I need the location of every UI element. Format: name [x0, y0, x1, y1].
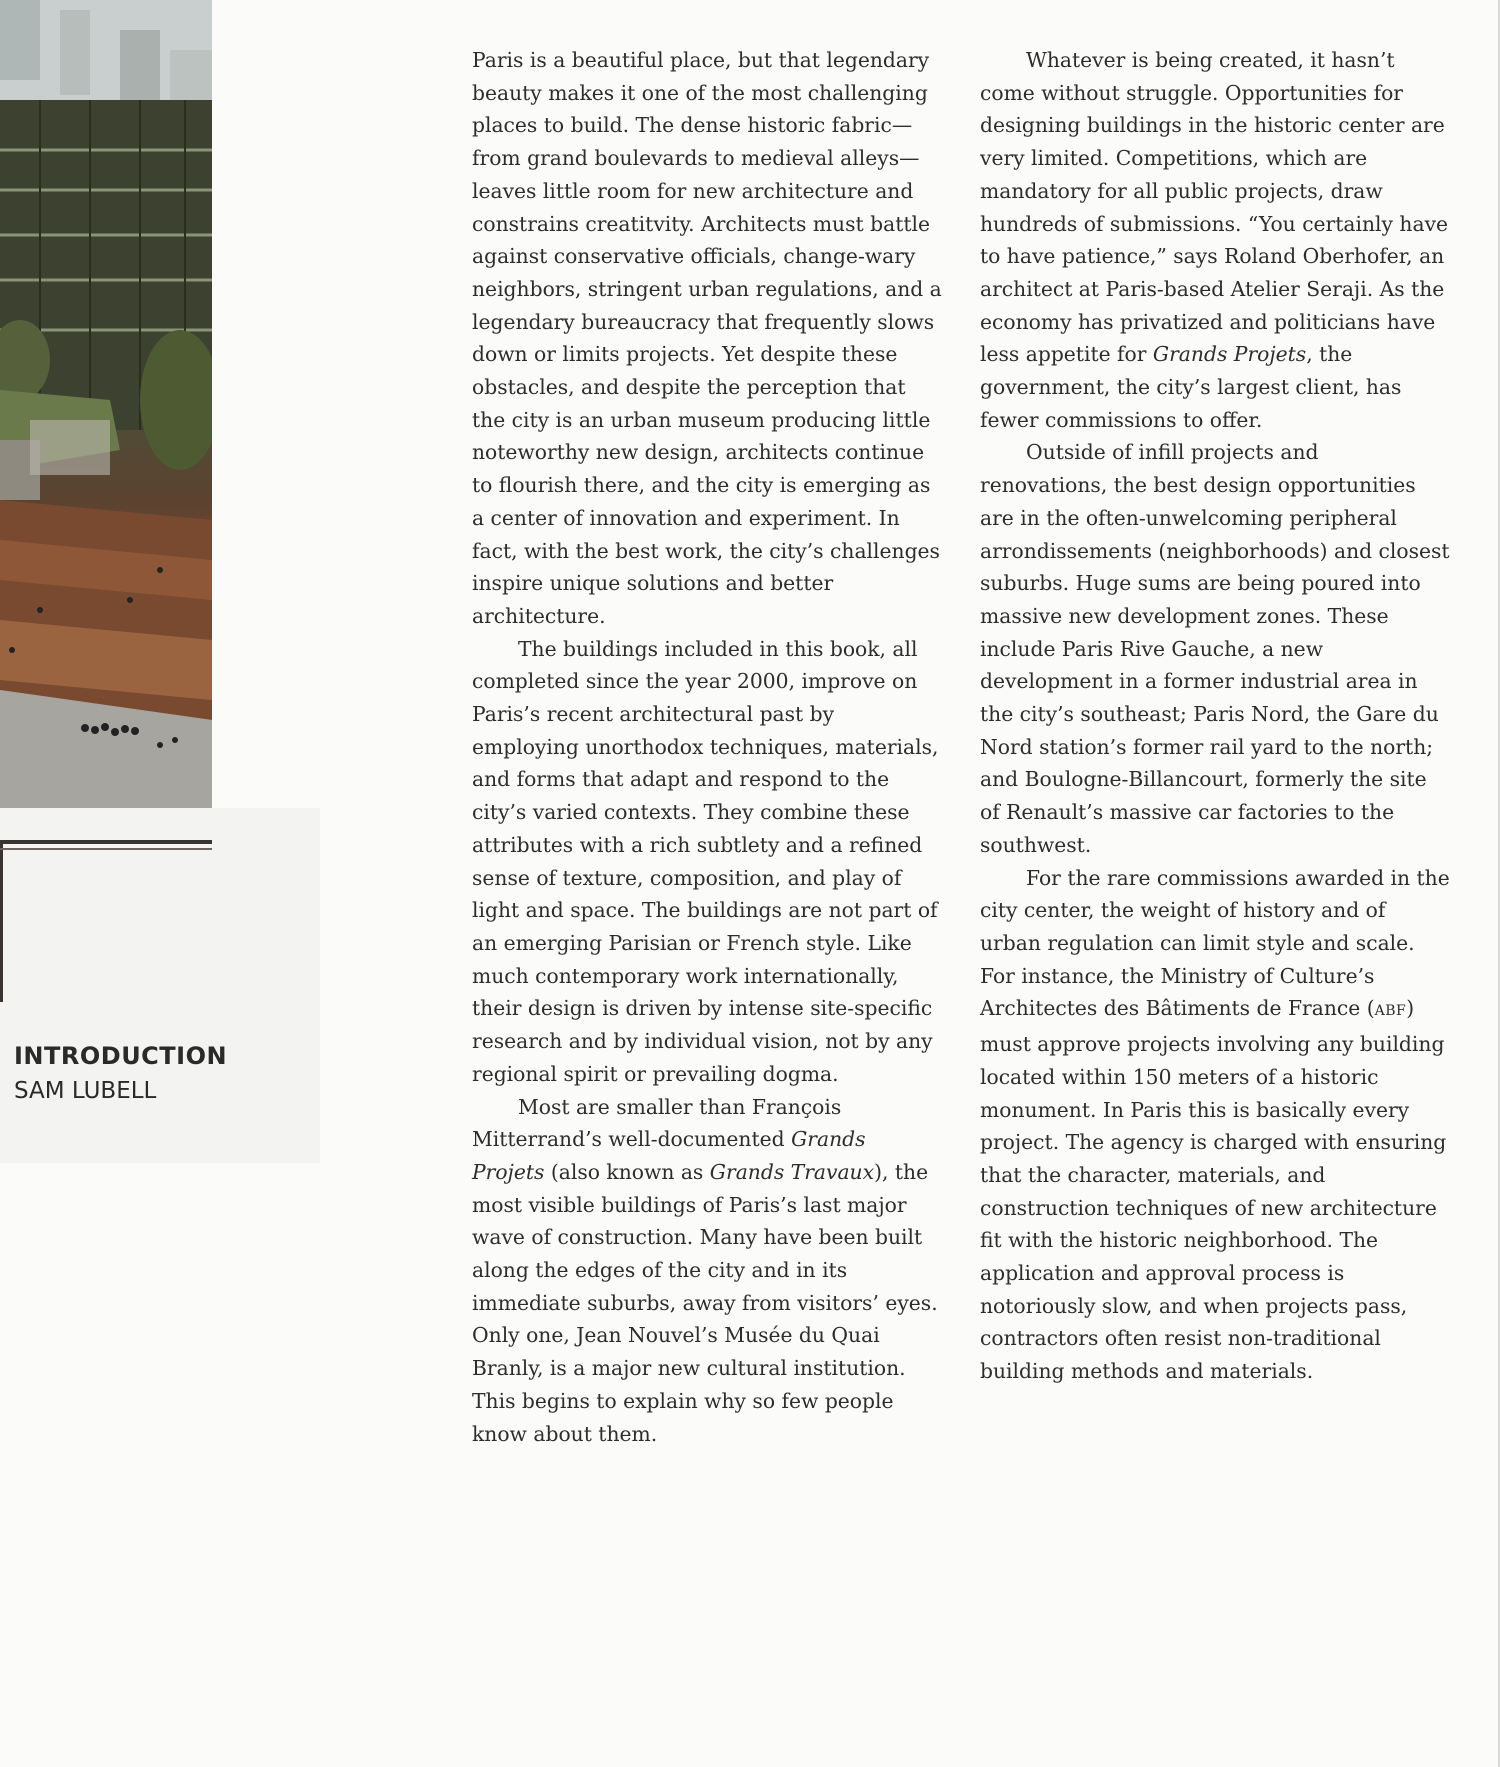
- p3-text-3: ), the most visible buildings of Paris’s last major wave of construction. Many have been built along the edges of the city and in its immediate suburbs, away from visitors’ eyes. Only one, Jean Nouvel’s Musée du Quai Branly, is a major new cultural institution. This begins to explain why so few people know about them.: [472, 1159, 938, 1446]
- paragraph-6: [980, 862, 1450, 1388]
- p4-italic-1: Grands Projets: [1152, 342, 1307, 367]
- intro-heading: INTRODUCTION: [14, 1042, 228, 1070]
- paragraph-3: [472, 1091, 942, 1451]
- p4-text-2: , the government, the city’s largest client, has fewer commissions to offer.: [980, 342, 1402, 432]
- paragraph-2: The buildings included in this book, all completed since the year 2000, improve on Paris’s recent architectural past by employing unorthodox techniques, materials, and forms that adapt and respond to the city’s varied contexts. They combine these attributes with a rich subtlety and a refined sense of texture, composition, and play of light and space. The buildings are not part of an emerging Parisian or French style. Like much contemporary work internationally, their design is driven by intense site-specific research and by individual vision, not by any regional spirit or prevailing dogma.: [472, 636, 939, 1086]
- heading-bracket: [0, 840, 212, 1002]
- p6-text-1: For the rare commissions awarded in the city center, the weight of history and of urban regulation can limit style and scale. For instance, the Ministry of Culture’s Architectes des Bâtiments de France (: [980, 865, 1450, 1021]
- p3-text-2: (also known as: [544, 1159, 710, 1184]
- article-column-left: [472, 44, 942, 1450]
- paragraph-4: [980, 44, 1450, 436]
- p3-italic-2: Grands Travaux: [709, 1159, 875, 1184]
- p3-text-1: Most are smaller than François Mitterrand’s well-documented: [472, 1094, 842, 1152]
- paragraph-5: Outside of infill projects and renovations, the best design opportunities are in the often-unwelcoming peripheral arrondissements (neighborhoods) and closest suburbs. Huge sums are being poured into massive new development zones. These include Paris Rive Gauche, a new development in a former industrial area in the city’s southeast; Paris Nord, the Gare du Nord station’s former rail yard to the north; and Boulogne-Billancourt, formerly the site of Renault’s massive car factories to the southwest.: [980, 440, 1450, 857]
- photo-illustration: [0, 0, 212, 808]
- architecture-photo: [0, 0, 212, 808]
- p6-text-2: ) must approve projects involving any building located within 150 meters of a historic monument. In Paris this is basically every project. The agency is charged with ensuring that the character, materials, and construction techniques of new architecture fit with the historic neighborhood. The application and approval process is notoriously slow, and when projects pass, contractors often resist non-traditional building methods and materials.: [980, 996, 1447, 1384]
- p4-text-1: Whatever is being created, it hasn’t come without struggle. Opportunities for designing buildings in the historic center are very limited. Competitions, which are mandatory for all public projects, draw hundreds of submissions. “You certainly have to have patience,” says Roland Oberhofer, an architect at Paris-based Atelier Seraji. As the economy has privatized and politicians have less appetite for: [980, 48, 1449, 367]
- paragraph-1: Paris is a beautiful place, but that legendary beauty makes it one of the most challenging places to build. The dense historic fabric—from grand boulevards to medieval alleys—leaves little room for new architecture and constrains creatitvity. Architects must battle against conservative officials, change-wary neighbors, stringent urban regulations, and a legendary bureaucracy that frequently slows down or limits projects. Yet despite these obstacles, and despite the perception that the city is an urban museum producing little noteworthy new design, architects continue to flourish there, and the city is emerging as a center of innovation and experiment. In fact, with the best work, the city’s challenges inspire unique solutions and better architecture.: [472, 48, 942, 628]
- intro-author: SAM LUBELL: [14, 1078, 157, 1104]
- p6-smallcaps: ABF: [1374, 1003, 1407, 1020]
- p3-italic-1: Grands Projets: [472, 1127, 866, 1184]
- bracket-rule: [0, 848, 212, 850]
- article-column-right: [980, 44, 1450, 1388]
